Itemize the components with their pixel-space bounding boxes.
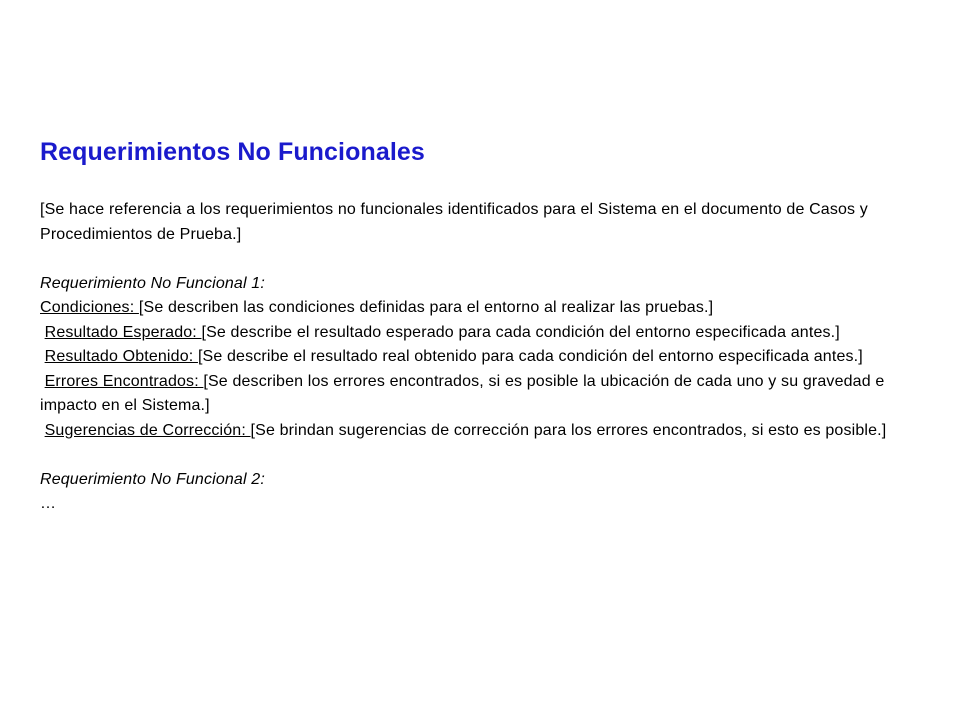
resultado-obtenido-paragraph xyxy=(40,345,920,370)
errores-paragraph xyxy=(40,370,920,419)
spacer xyxy=(40,443,920,468)
spacer xyxy=(40,247,920,272)
errores-text: [Se describen los errores encontrados, si es posible la ubicación de cada uno y su gravedad e impacto en el Sistema.] xyxy=(40,372,885,414)
condiciones-label: Condiciones: xyxy=(40,299,139,316)
sugerencias-paragraph xyxy=(40,419,920,444)
condiciones-text: [Se describen las condiciones definidas para el entorno al realizar las pruebas.] xyxy=(138,299,714,316)
ellipsis-text: … xyxy=(40,495,57,512)
slide-content xyxy=(40,130,920,517)
resultado-esperado-paragraph xyxy=(40,321,920,346)
sugerencias-text: [Se brindan sugerencias de corrección para los errores encontrados, si esto es posible.] xyxy=(250,421,887,439)
condiciones-paragraph xyxy=(40,296,920,321)
page-title: Requerimientos No Funcionales xyxy=(40,138,425,166)
requirement-2-heading: Requerimiento No Funcional 2: xyxy=(40,470,265,488)
requirement-1-heading: Requerimiento No Funcional 1: xyxy=(40,274,265,292)
errores-label: Errores Encontrados: xyxy=(44,372,204,390)
resultado-obtenido-label: Resultado Obtenido: xyxy=(44,348,198,365)
resultado-obtenido-text: [Se describe el resultado real obtenido para cada condición del entorno especificada antes.] xyxy=(197,348,863,365)
document-body xyxy=(40,198,920,517)
sugerencias-label: Sugerencias de Corrección: xyxy=(44,421,251,439)
resultado-esperado-text: [Se describe el resultado esperado para cada condición del entorno especificada antes.] xyxy=(201,323,840,341)
resultado-esperado-label: Resultado Esperado: xyxy=(44,323,202,341)
intro-paragraph: [Se hace referencia a los requerimientos no funcionales identificados para el Sistema en el documento de Casos y Procedimientos de Prueba.] xyxy=(40,201,868,243)
